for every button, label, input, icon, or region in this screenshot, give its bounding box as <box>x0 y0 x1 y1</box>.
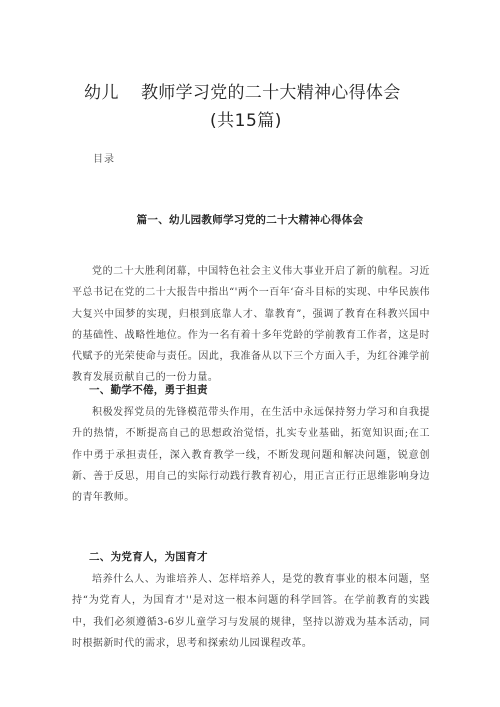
paragraph-intro: 党的二十大胜利闭幕，中国特色社会主义伟大事业开启了新的航程。习近平总书记在党的二十大报告中指出“'两个一百年‘奋斗目标的实现、中华民族伟大复兴中国梦的实现，归根到底靠人才、靠教育”，强调了教育在科教兴国中的基础性、战略性地位。作为一名有着十多年党龄的学前教育工作者，这是时代赋予的光荣使命与责任。因此，我准备从以下三个方面入手，为红谷滩学前教育发展贡献自己的一份力量。 <box>72 266 430 384</box>
chapter-heading: 篇一、幼儿园教师学习党的二十大精神心得体会 <box>136 214 364 226</box>
title-main: 教师学习党的二十大精神心得体会 <box>141 83 401 103</box>
document-title <box>0 78 500 104</box>
title-prefix: 幼儿 <box>84 83 119 103</box>
table-of-contents-label: 目录 <box>93 154 115 165</box>
title-subtitle: (共15篇) <box>210 111 282 131</box>
paragraph-section-2: 培养什么人、为谁培养人、怎样培养人，是党的教育事业的根本问题，坚持“为党育人，为国育才''是对这一根本问题的科学回答。在学前教育的实践中，我们必须遵循3-6岁儿童学习与发展的规律，坚持以游戏为基本活动，同时根据新时代的需求，思考和探索幼儿园课程改革。 <box>72 574 430 649</box>
section-heading-2: 二、为党育人，为国育才 <box>89 551 208 563</box>
paragraph-section-1: 积极发挥党员的先锋模范带头作用，在生活中永远保持努力学习和自我提升的热情，不断提高自己的思想政治觉悟，扎实专业基础，拓宽知识面;在工作中勇于承担责任，深入教育教学一线，不断发现问题和解决问题，锐意创新、善于反思，用自己的实际行动践行教育初心，用正言正行正思维影响身边的青年教师。 <box>72 407 430 504</box>
section-heading-1: 一、勤学不倦，勇于担责 <box>89 384 208 396</box>
